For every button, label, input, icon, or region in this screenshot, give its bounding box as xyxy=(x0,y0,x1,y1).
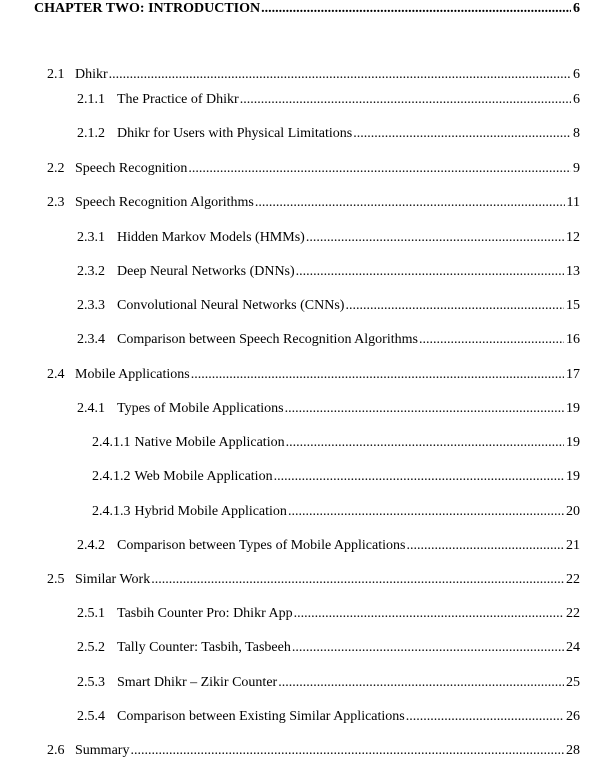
section-number: 2.3 xyxy=(47,195,65,210)
toc-entry-2-5-1[interactable] xyxy=(77,605,580,623)
section-title: Tasbih Counter Pro: Dhikr App xyxy=(117,606,293,621)
dot-leader xyxy=(306,229,564,247)
toc-entry-2-3-3[interactable] xyxy=(77,297,580,315)
toc-chapter-heading[interactable] xyxy=(34,0,580,18)
section-title: Speech Recognition xyxy=(75,161,188,176)
section-number: 2.4.2 xyxy=(77,538,105,553)
dot-leader xyxy=(188,160,571,178)
page-number: 22 xyxy=(566,606,580,621)
section-number: 2.6 xyxy=(47,743,65,758)
page-number: 21 xyxy=(566,538,580,553)
toc-entry-2-3[interactable] xyxy=(47,194,580,212)
page-number: 19 xyxy=(566,401,580,416)
page-number: 6 xyxy=(573,67,580,82)
page-number: 28 xyxy=(566,743,580,758)
page-number: 16 xyxy=(566,332,580,347)
dot-leader xyxy=(296,263,564,281)
section-number: 2.3.2 xyxy=(77,264,105,279)
dot-leader xyxy=(151,571,564,589)
dot-leader xyxy=(109,66,571,84)
section-title: Native Mobile Application xyxy=(134,435,285,450)
page-number: 9 xyxy=(573,161,580,176)
page-number: 24 xyxy=(566,640,580,655)
dot-leader xyxy=(255,194,565,212)
section-number: 2.3.4 xyxy=(77,332,105,347)
section-number: 2.4.1.3 xyxy=(92,504,131,519)
page-number: 8 xyxy=(573,126,580,141)
dot-leader xyxy=(130,742,564,760)
toc-entry-2-1-2[interactable] xyxy=(77,125,580,143)
dot-leader xyxy=(345,297,564,315)
section-number: 2.3.3 xyxy=(77,298,105,313)
section-number: 2.1.1 xyxy=(77,92,105,107)
toc-entry-2-5-3[interactable] xyxy=(77,674,580,692)
page-number: 19 xyxy=(566,469,580,484)
section-title: Web Mobile Application xyxy=(134,469,273,484)
section-title: The Practice of Dhikr xyxy=(117,92,239,107)
dot-leader xyxy=(406,537,564,555)
section-title: Deep Neural Networks (DNNs) xyxy=(117,264,295,279)
section-title: Mobile Applications xyxy=(75,367,190,382)
toc-entry-2-6[interactable] xyxy=(47,742,580,760)
section-title: Summary xyxy=(75,743,130,758)
toc-entry-2-4-1[interactable] xyxy=(77,400,580,418)
chapter-page-number: 6 xyxy=(573,1,580,16)
section-number: 2.1 xyxy=(47,67,65,82)
dot-leader xyxy=(278,674,564,692)
toc-entry-2-5-4[interactable] xyxy=(77,708,580,726)
toc-entry-2-4-1-1[interactable] xyxy=(92,434,580,452)
dot-leader xyxy=(274,468,564,486)
section-title: Hidden Markov Models (HMMs) xyxy=(117,230,305,245)
section-title: Comparison between Speech Recognition Algorithms xyxy=(117,332,418,347)
page-number: 19 xyxy=(566,435,580,450)
page-number: 13 xyxy=(566,264,580,279)
section-title: Speech Recognition Algorithms xyxy=(75,195,254,210)
toc-entry-2-4[interactable] xyxy=(47,366,580,384)
page-number: 12 xyxy=(566,230,580,245)
dot-leader xyxy=(261,0,571,18)
toc-entry-2-4-2[interactable] xyxy=(77,537,580,555)
section-title: Similar Work xyxy=(75,572,151,587)
section-number: 2.1.2 xyxy=(77,126,105,141)
page-number: 17 xyxy=(566,367,580,382)
toc-entry-2-4-1-3[interactable] xyxy=(92,503,580,521)
section-title: Smart Dhikr – Zikir Counter xyxy=(117,675,278,690)
section-title: Dhikr for Users with Physical Limitations xyxy=(117,126,353,141)
section-number: 2.4.1.2 xyxy=(92,469,131,484)
section-number: 2.5.3 xyxy=(77,675,105,690)
section-number: 2.5 xyxy=(47,572,65,587)
page-number: 22 xyxy=(566,572,580,587)
page-number: 15 xyxy=(566,298,580,313)
toc-entry-2-1[interactable] xyxy=(47,66,580,84)
toc-entry-2-1-1[interactable] xyxy=(77,91,580,109)
toc-entry-2-3-2[interactable] xyxy=(77,263,580,281)
page-number: 25 xyxy=(566,675,580,690)
dot-leader xyxy=(191,366,564,384)
dot-leader xyxy=(353,125,571,143)
section-title: Comparison between Existing Similar Applications xyxy=(117,709,405,724)
section-title: Hybrid Mobile Application xyxy=(134,504,287,519)
dot-leader xyxy=(292,639,564,657)
toc-entry-2-5[interactable] xyxy=(47,571,580,589)
section-number: 2.2 xyxy=(47,161,65,176)
section-number: 2.4 xyxy=(47,367,65,382)
page-number: 6 xyxy=(573,92,580,107)
dot-leader xyxy=(294,605,564,623)
dot-leader xyxy=(288,503,564,521)
dot-leader xyxy=(240,91,571,109)
page-number: 11 xyxy=(566,195,580,210)
page-number: 26 xyxy=(566,709,580,724)
dot-leader xyxy=(286,434,564,452)
dot-leader xyxy=(406,708,564,726)
section-title: Tally Counter: Tasbih, Tasbeeh xyxy=(117,640,291,655)
section-title: Dhikr xyxy=(75,67,108,82)
section-number: 2.5.4 xyxy=(77,709,105,724)
section-number: 2.4.1 xyxy=(77,401,105,416)
toc-entry-2-3-1[interactable] xyxy=(77,229,580,247)
page-number: 20 xyxy=(566,504,580,519)
section-number: 2.4.1.1 xyxy=(92,435,131,450)
section-number: 2.3.1 xyxy=(77,230,105,245)
chapter-title: CHAPTER TWO: INTRODUCTION xyxy=(34,1,261,16)
dot-leader xyxy=(285,400,564,418)
section-number: 2.5.2 xyxy=(77,640,105,655)
toc-entry-2-3-4[interactable] xyxy=(77,331,580,349)
section-title: Comparison between Types of Mobile Applications xyxy=(117,538,406,553)
dot-leader xyxy=(419,331,564,349)
toc-entry-2-5-2[interactable] xyxy=(77,639,580,657)
section-title: Types of Mobile Applications xyxy=(117,401,284,416)
toc-entry-2-4-1-2[interactable] xyxy=(92,468,580,486)
section-number: 2.5.1 xyxy=(77,606,105,621)
section-title: Convolutional Neural Networks (CNNs) xyxy=(117,298,345,313)
toc-entry-2-2[interactable] xyxy=(47,160,580,178)
